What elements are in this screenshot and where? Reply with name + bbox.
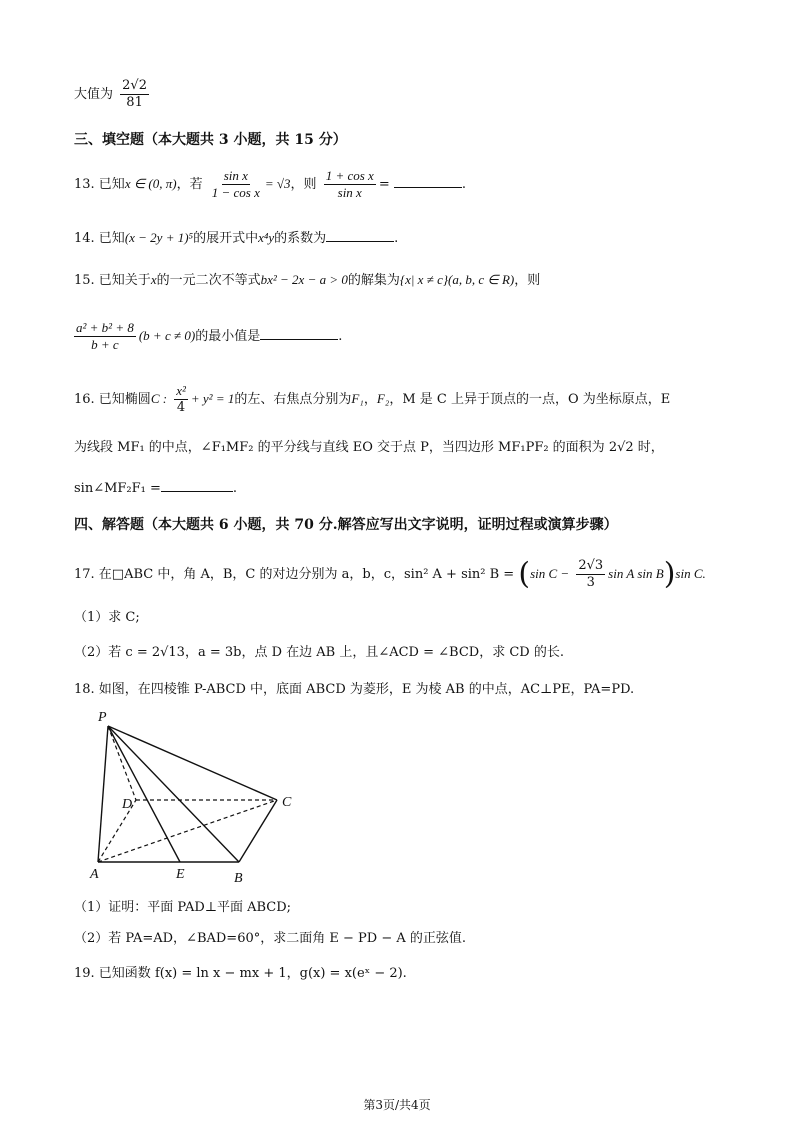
q16-fraction	[174, 383, 188, 416]
q17-f-den: 3	[586, 575, 595, 590]
q16-c: C :	[150, 391, 168, 406]
answer-blank	[260, 327, 338, 340]
q16-prefix: 16. 已知椭圆	[74, 392, 151, 407]
question-15-line-2	[74, 320, 342, 353]
q15-inequality: bx² − 2x − a > 0	[260, 272, 348, 287]
q14-end: .	[394, 231, 399, 246]
q17-suffix: sin C.	[675, 566, 706, 581]
q13-eq: = √3	[264, 176, 291, 191]
q14-term: x⁴y	[258, 230, 275, 245]
q15-x: x	[150, 272, 157, 287]
q16-text-2: ，M 是 C 上异于顶点的一点，O 为坐标原点，E	[389, 392, 671, 407]
pyramid-figure	[84, 706, 314, 888]
q17-fraction	[576, 558, 605, 591]
q15-tail: 的最小值是	[195, 329, 261, 344]
q13-f2-num: 1 + cos x	[325, 168, 374, 183]
question-18: 18. 如图，在四棱锥 P-ABCD 中，底面 ABCD 为菱形，E 为棱 AB 的中点，AC⊥PE，PA=PD.	[74, 682, 635, 697]
answer-blank	[326, 229, 394, 242]
line-max-text: 大值为	[74, 87, 114, 102]
answer-blank	[161, 479, 233, 492]
q13-f1-den: 1 − cos x	[211, 185, 260, 200]
q15-f-num: a² + b² + 8	[76, 320, 134, 335]
q17-part-2: （2）若 c = 2√13，a = 3b，点 D 在边 AB 上，且∠ACD = ∠BCD，求 CD 的长.	[74, 645, 564, 660]
q16-l3-end: .	[232, 481, 238, 496]
label-d: D	[122, 797, 133, 812]
q13-then: ，则	[290, 177, 317, 192]
q17-inner-2: sin A sin B	[608, 566, 664, 581]
q16-f1: F₁	[351, 391, 364, 406]
q14-expr: (x − 2y + 1)⁵	[124, 230, 194, 245]
q15-prefix: 15. 已知关于	[74, 273, 151, 288]
q14-suffix: 的系数为	[274, 231, 327, 246]
q16-f-num: x²	[176, 383, 186, 398]
q15-mid2: 的解集为	[347, 273, 400, 288]
label-b: B	[234, 871, 243, 886]
q16-f2: F₂	[376, 391, 390, 406]
question-15-line-1	[74, 270, 540, 291]
question-16-line-1	[74, 383, 670, 416]
q15-set: {x| x ≠ c}(a, b, c ∈ R)	[399, 272, 515, 287]
answer-blank	[394, 175, 462, 188]
page-footer: 第3页/共4页	[363, 1098, 431, 1112]
label-c: C	[282, 795, 292, 810]
q15-mid: 的一元二次不等式	[156, 273, 261, 288]
question-17	[74, 558, 706, 591]
line-max-value	[74, 78, 152, 111]
q18-part-2: （2）若 PA=AD，∠BAD=60°，求二面角 E − PD − A 的正弦值.	[74, 931, 466, 946]
q17-inner-1: sin C −	[530, 566, 570, 581]
edge-pb	[108, 726, 239, 862]
edge-pa	[98, 726, 108, 862]
fraction-denominator: 81	[126, 95, 143, 110]
q16-text-1: 的左、右焦点分别为	[234, 392, 352, 407]
question-16-line-2: 为线段 MF₁ 的中点，∠F₁MF₂ 的平分线与直线 EO 交于点 P，当四边形 MF₁PF₂ 的面积为 2√2 时，	[74, 440, 664, 455]
section-3-title: 三、填空题（本大题共 3 小题，共 15 分）	[74, 132, 347, 148]
segment-pe	[108, 726, 180, 862]
q13-mid: ，若	[176, 177, 203, 192]
q15-fraction	[74, 320, 136, 353]
question-14	[74, 228, 398, 249]
fraction-numerator: 2√2	[122, 78, 147, 93]
q13-fraction-2	[324, 168, 376, 201]
q16-comma: ，	[363, 392, 377, 407]
label-p: P	[98, 710, 107, 725]
q16-eq: + y² = 1	[190, 391, 235, 406]
q17-f-num: 2√3	[578, 558, 604, 573]
label-e: E	[176, 867, 185, 882]
q17-prefix: 17. 在□ABC 中，角 A，B，C 的对边分别为 a，b，c，sin² A + sin² B =	[74, 567, 515, 582]
label-a: A	[90, 867, 99, 882]
fraction	[120, 78, 149, 111]
question-16-line-3	[74, 479, 237, 499]
q13-condition: x ∈ (0, π)	[124, 176, 177, 191]
q14-mid: 的展开式中	[193, 231, 259, 246]
q13-f2-den: sin x	[337, 185, 362, 200]
q16-f-den: 4	[176, 400, 186, 415]
edge-pc	[108, 726, 277, 800]
q14-prefix: 14. 已知	[74, 231, 125, 246]
q13-f1-num: sin x	[223, 168, 248, 183]
section-4-title: 四、解答题（本大题共 6 小题，共 70 分.解答应写出文字说明，证明过程或演算步骤）	[74, 517, 618, 533]
q15-cond: (b + c ≠ 0)	[138, 328, 196, 343]
q17-part-1: （1）求 C;	[74, 610, 140, 625]
q13-fraction-1	[210, 168, 262, 201]
q13-end: .	[461, 177, 466, 192]
question-13: 13. 已知x ∈ (0, π)，若 $\frac{\text{sin x}}{\text{1 − cos x}}$ = √3，则 $\frac{\text{1 + cos x}}{\text{sin x}}$ = .	[74, 168, 466, 200]
q16-l3-text: sin∠MF₂F₁ =	[74, 481, 161, 496]
q15-end: ，则	[514, 273, 541, 288]
question-19: 19. 已知函数 f(x) = ln x − mx + 1，g(x) = x(eˣ − 2).	[74, 966, 407, 981]
left-paren: (	[518, 556, 531, 592]
right-paren: )	[663, 556, 676, 592]
q15-f-den: b + c	[91, 337, 119, 352]
q13-prefix: 13. 已知	[74, 177, 125, 192]
q15-tail-end: .	[338, 329, 343, 344]
edge-bc	[239, 800, 277, 862]
q18-part-1: （1）证明：平面 PAD⊥平面 ABCD;	[74, 900, 292, 915]
